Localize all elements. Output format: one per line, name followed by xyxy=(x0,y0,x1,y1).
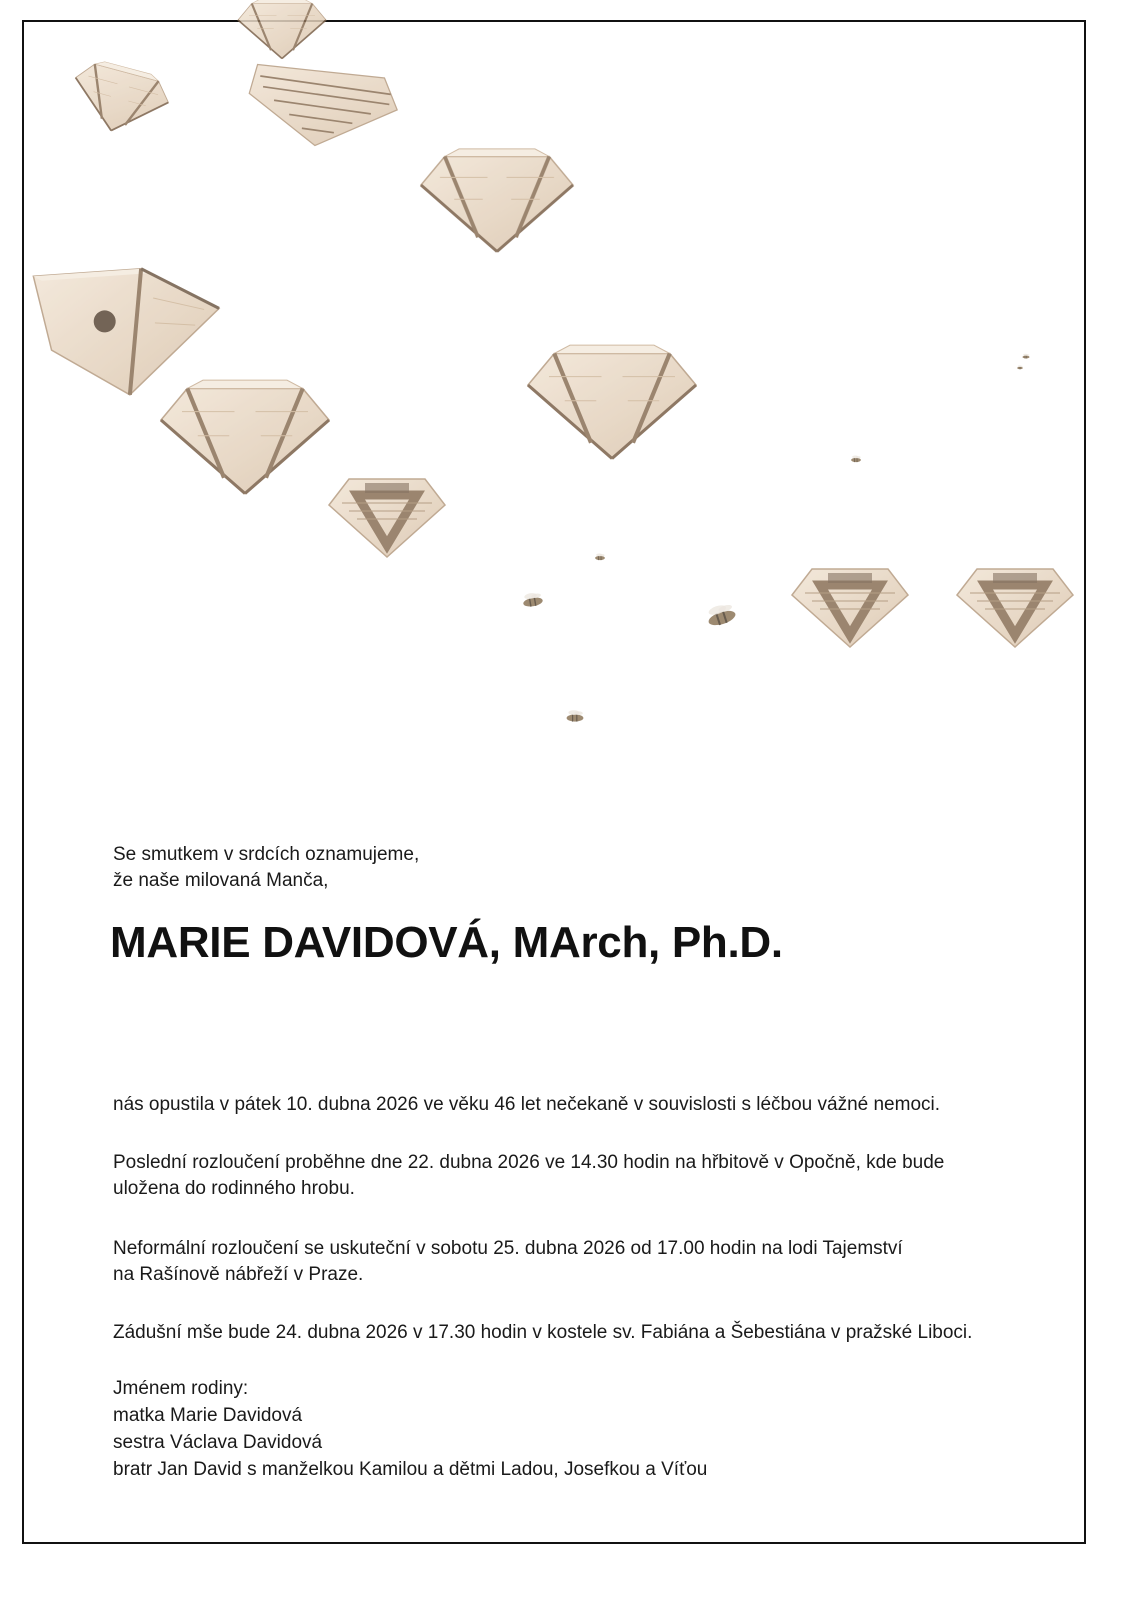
family-member: matka Marie Davidová xyxy=(113,1405,303,1426)
family-member: sestra Václava Davidová xyxy=(113,1432,323,1453)
family-signature xyxy=(113,1375,707,1483)
death-announcement: nás opustila v pátek 10. dubna 2026 ve věku 46 let nečekaně v souvislosti s léčbou vážné nemoci. xyxy=(113,1094,941,1115)
informal-farewell-line-2: na Rašínově nábřeží v Praze. xyxy=(113,1264,364,1285)
farewell-line-1: Poslední rozloučení proběhne dne 22. dubna 2026 ve 14.30 hodin na hřbitově v Opočně, kde bude xyxy=(113,1152,945,1173)
intro-line-1: Se smutkem v srdcích oznamujeme, xyxy=(113,844,420,865)
family-member: bratr Jan David s manželkou Kamilou a dětmi Ladou, Josefkou a Víťou xyxy=(113,1459,708,1480)
family-heading: Jménem rodiny: xyxy=(113,1378,249,1399)
memorial-mass: Zádušní mše bude 24. dubna 2026 v 17.30 hodin v kostele sv. Fabiána a Šebestiána v pražské Liboci. xyxy=(113,1322,973,1343)
deceased-name: MARIE DAVIDOVÁ, MArch, Ph.D. xyxy=(110,918,783,967)
farewell-line-2: uložena do rodinného hrobu. xyxy=(113,1178,355,1199)
intro-line-2: že naše milovaná Manča, xyxy=(113,870,329,891)
informal-farewell-line-1: Neformální rozloučení se uskuteční v sobotu 25. dubna 2026 od 17.00 hodin na lodi Tajemství xyxy=(113,1238,903,1259)
